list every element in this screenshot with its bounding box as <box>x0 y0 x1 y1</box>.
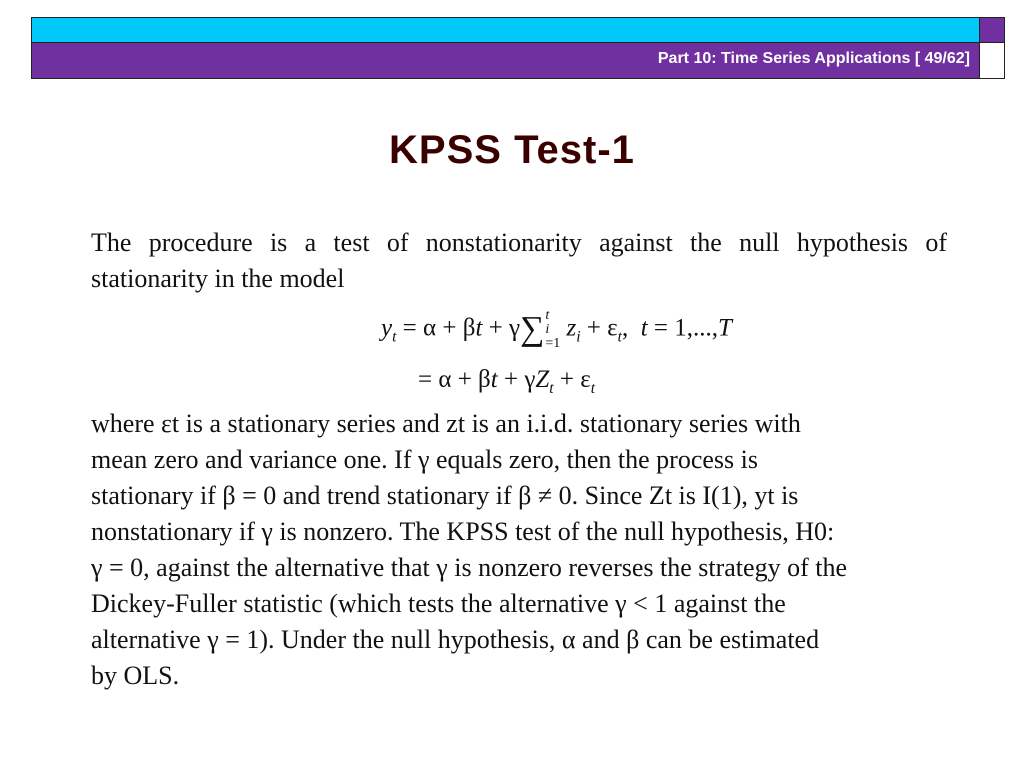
header-bar-cyan <box>31 17 980 43</box>
header-corner-square-top <box>979 17 1005 43</box>
slide-title: KPSS Test-1 <box>389 128 635 172</box>
slide-header-text: Part 10: Time Series Applications [ 49/62] <box>657 50 970 67</box>
body-line-5: γ = 0, against the alternative that γ is nonzero reverses the strategy of the <box>91 552 847 582</box>
model-equation-2: = $\alpha + \beta t + \gamma Z_t + \varepsilon_t$ <box>418 365 596 397</box>
body-line-7: alternative γ = 1). Under the null hypothesis, α and β can be estimated <box>91 624 820 654</box>
body-line-3: stationary if β = 0 and trend stationary if β ≠ 0. Since Zt is I(1), yt is <box>91 480 799 510</box>
body-line-8: by OLS. <box>91 660 180 690</box>
body-line-4: nonstationary if γ is nonzero. The KPSS test of the null hypothesis, H0: <box>91 516 835 546</box>
intro-paragraph: The procedure is a test of nonstationarity against the null hypothesis of stationarity in the model <box>91 228 947 293</box>
body-line-6: Dickey-Fuller statistic (which tests the alternative γ < 1 against the <box>91 588 786 618</box>
header-corner-square-bottom <box>979 42 1005 79</box>
body-line-1: where εt is a stationary series and zt is an i.i.d. stationary series with <box>91 408 801 438</box>
slide-content <box>91 225 947 694</box>
body-line-2: mean zero and variance one. If γ equals zero, then the process is <box>91 444 758 474</box>
model-equation-1: $y_t = \alpha + \beta t + \gamma\sum$ t i =1 $z_i + \varepsilon_t$, t = 1,...,T <box>381 308 732 351</box>
